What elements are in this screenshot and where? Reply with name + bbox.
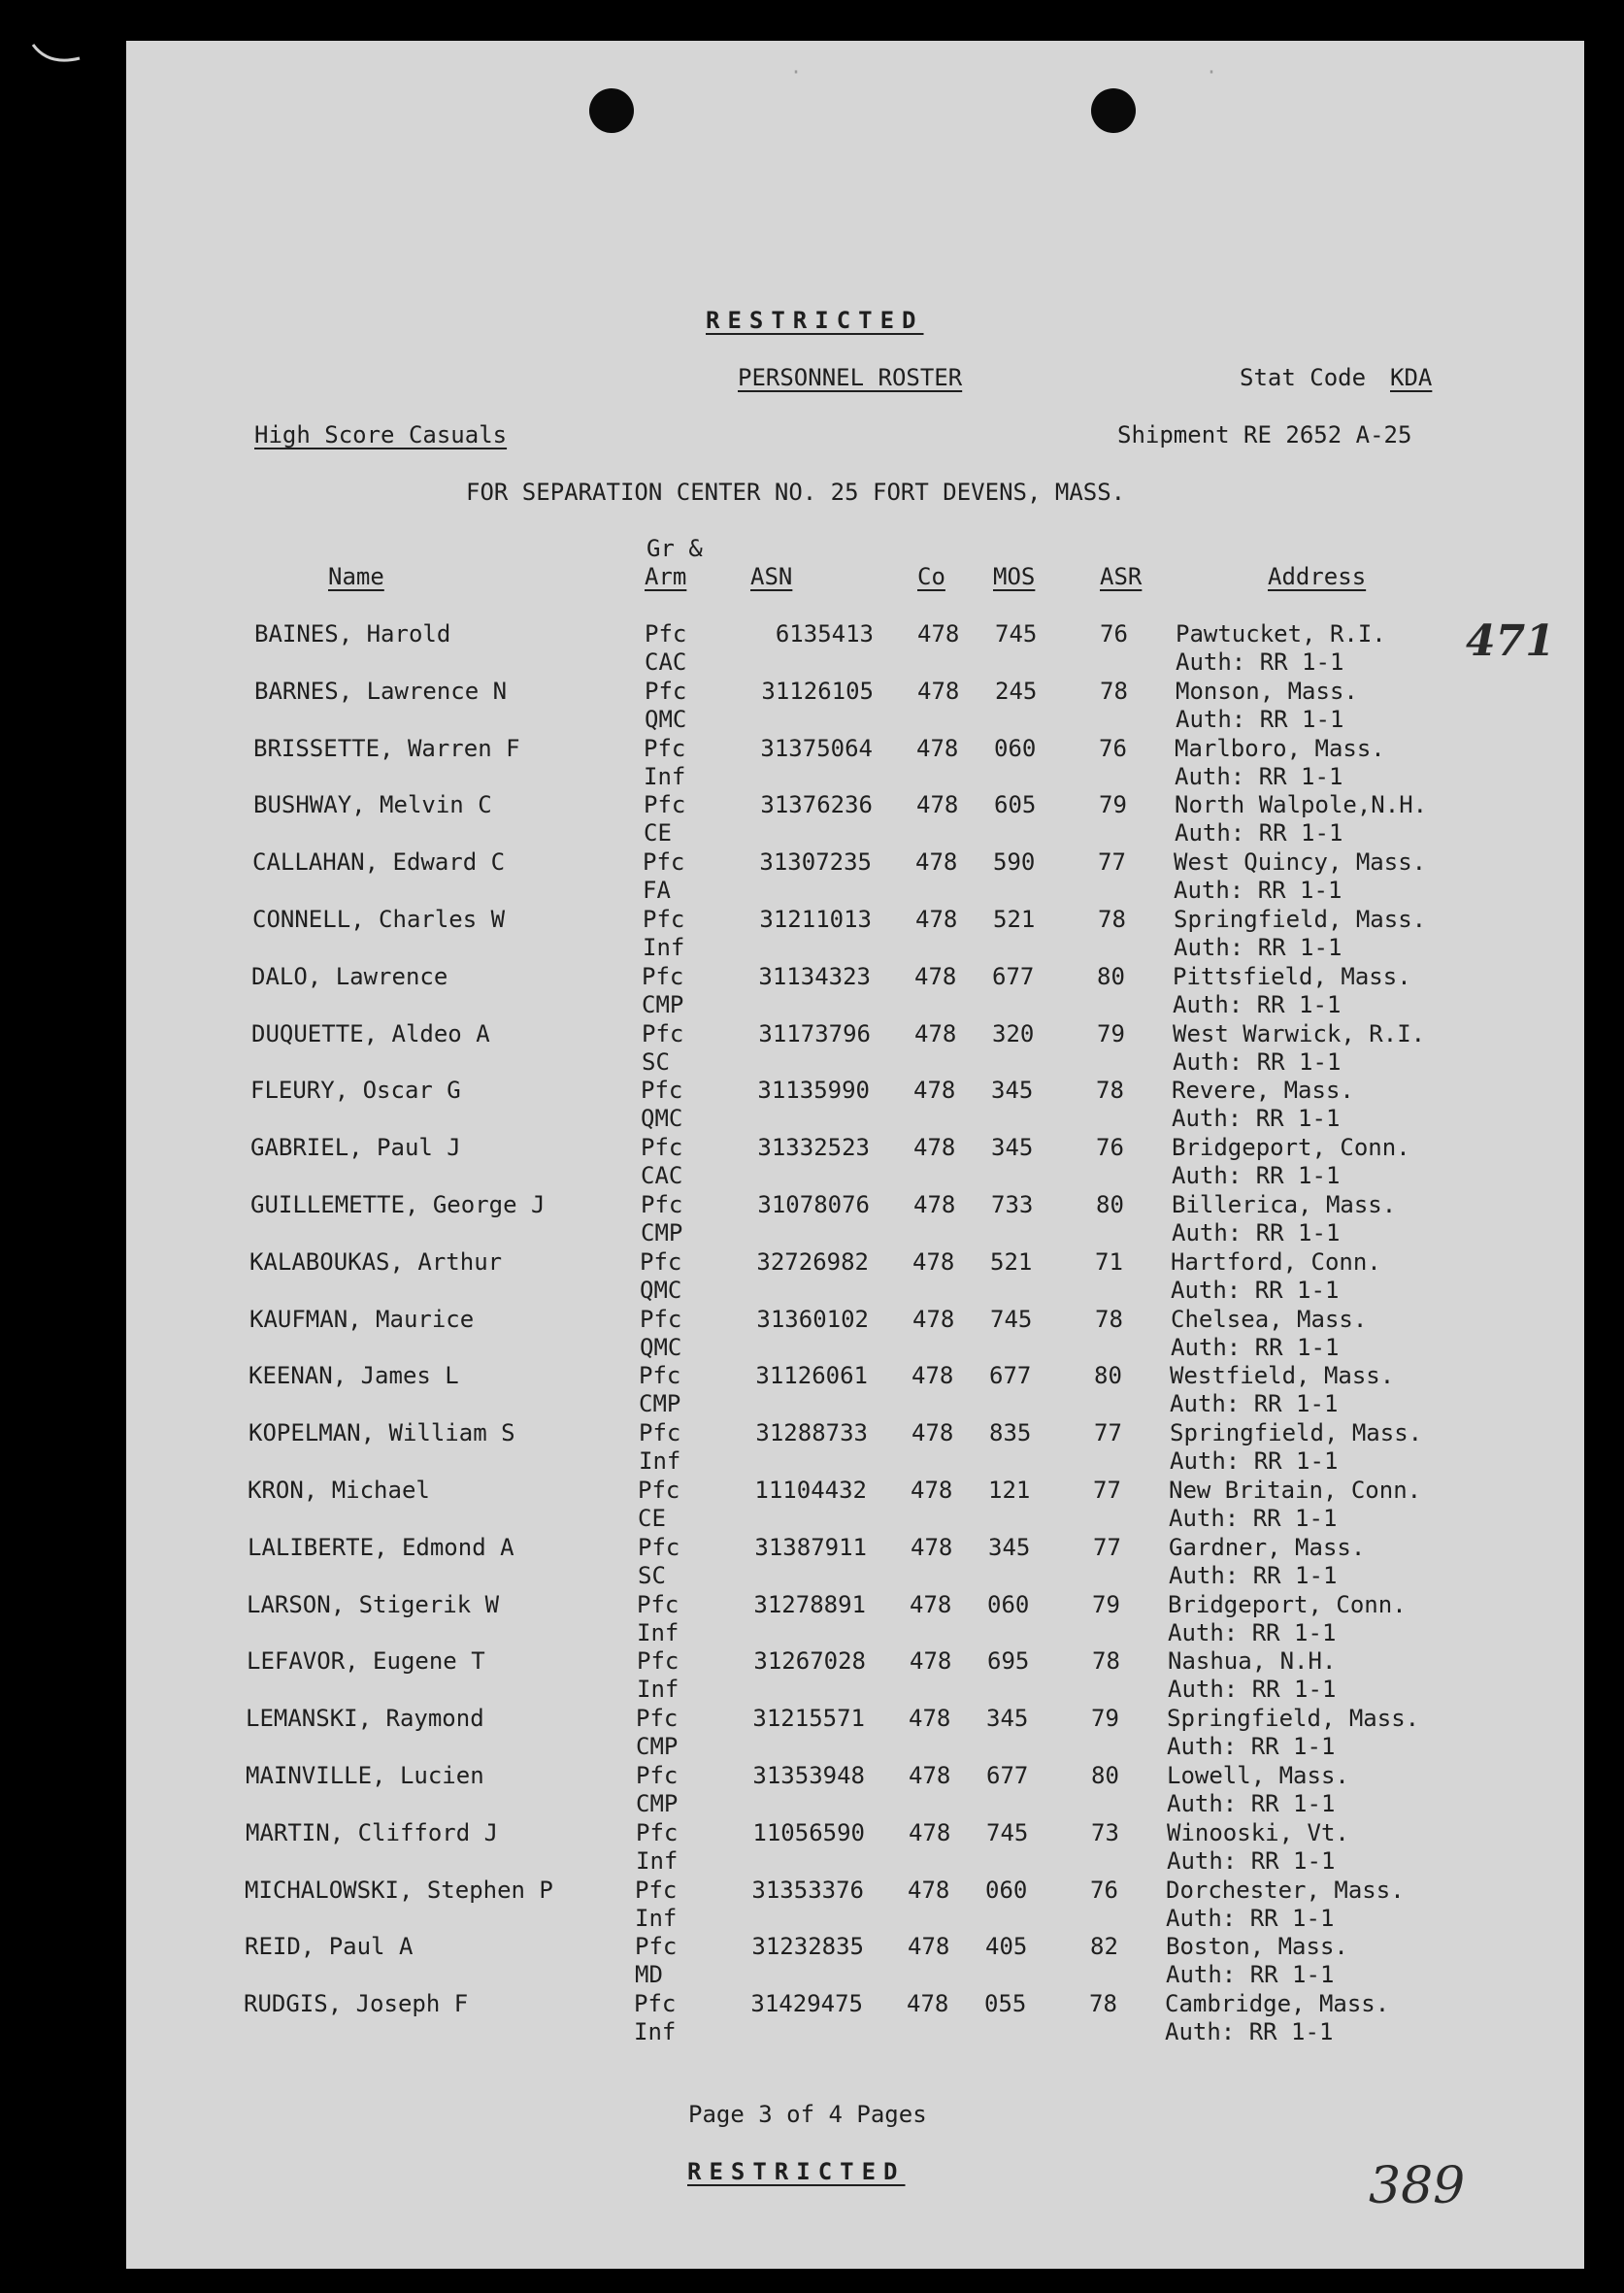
row-name: LARSON, Stigerik W (247, 1591, 500, 1618)
row-asr: 77 (1093, 1534, 1121, 1561)
row-co: 478 (908, 1933, 950, 1960)
row-asn: 31211013 (759, 906, 872, 933)
row-mos: 733 (991, 1191, 1034, 1218)
row-grade: Pfc (642, 963, 684, 990)
row-name: MICHALOWSKI, Stephen P (245, 1877, 553, 1904)
row-grade: Pfc (643, 906, 685, 933)
row-mos: 605 (994, 791, 1037, 818)
row-asr: 76 (1090, 1877, 1118, 1904)
row-auth: Auth: RR 1-1 (1166, 1905, 1335, 1932)
row-asr: 79 (1097, 1020, 1125, 1047)
row-name: KOPELMAN, William S (249, 1419, 515, 1446)
row-co: 478 (913, 1077, 956, 1104)
row-mos: 677 (992, 963, 1035, 990)
row-name: BRISSETTE, Warren F (253, 735, 520, 762)
row-auth: Auth: RR 1-1 (1176, 648, 1344, 676)
row-name: MAINVILLE, Lucien (246, 1762, 484, 1789)
row-grade: Pfc (640, 1248, 682, 1276)
row-name: CONNELL, Charles W (252, 906, 506, 933)
row-asr: 76 (1099, 735, 1127, 762)
row-mos: 835 (989, 1419, 1032, 1446)
row-mos: 345 (991, 1077, 1034, 1104)
row-asr: 77 (1094, 1419, 1122, 1446)
row-co: 478 (911, 1362, 954, 1389)
row-co: 478 (915, 848, 958, 876)
row-co: 478 (911, 1477, 953, 1504)
row-auth: Auth: RR 1-1 (1175, 763, 1343, 790)
punch-hole-left (589, 88, 634, 133)
row-mos: 745 (995, 620, 1038, 648)
row-mos: 521 (993, 906, 1036, 933)
row-grade: Pfc (639, 1362, 681, 1389)
row-co: 478 (913, 1134, 956, 1161)
row-address: Hartford, Conn. (1171, 1248, 1381, 1276)
table-row (0, 1419, 1624, 1476)
row-name: FLEURY, Oscar G (250, 1077, 461, 1104)
row-address: North Walpole,N.H. (1175, 791, 1428, 818)
row-grade: Pfc (636, 1762, 679, 1789)
row-mos: 121 (988, 1477, 1031, 1504)
row-mos: 320 (992, 1020, 1035, 1047)
row-asn: 31135990 (757, 1077, 870, 1104)
row-arm: CAC (645, 648, 687, 676)
row-asr: 79 (1091, 1705, 1119, 1732)
row-mos: 055 (984, 1990, 1027, 2017)
row-name: GUILLEMETTE, George J (250, 1191, 546, 1218)
scan-artifact (29, 39, 87, 68)
row-co: 478 (909, 1762, 951, 1789)
table-row (0, 1477, 1624, 1533)
row-address: West Quincy, Mass. (1174, 848, 1427, 876)
row-name: LALIBERTE, Edmond A (248, 1534, 514, 1561)
row-mos: 405 (985, 1933, 1028, 1960)
row-asn: 31134323 (758, 963, 871, 990)
row-asn: 11056590 (752, 1819, 865, 1846)
row-asr: 78 (1095, 1306, 1123, 1333)
row-grade: Pfc (634, 1990, 677, 2017)
row-asr: 80 (1097, 963, 1125, 990)
row-grade: Pfc (640, 1306, 682, 1333)
row-auth: Auth: RR 1-1 (1167, 1847, 1336, 1875)
row-address: Westfield, Mass. (1170, 1362, 1395, 1389)
row-co: 478 (911, 1419, 954, 1446)
row-grade: Pfc (636, 1819, 679, 1846)
row-arm: Inf (639, 1447, 681, 1475)
table-row (0, 1819, 1624, 1876)
row-address: New Britain, Conn. (1169, 1477, 1422, 1504)
table-row (0, 1990, 1624, 2046)
row-mos: 245 (995, 678, 1038, 705)
row-co: 478 (908, 1877, 950, 1904)
row-arm: QMC (640, 1277, 682, 1304)
table-row (0, 1191, 1624, 1247)
row-address: Bridgeport, Conn. (1168, 1591, 1407, 1618)
row-name: BARNES, Lawrence N (254, 678, 508, 705)
table-row (0, 848, 1624, 905)
row-name: KAUFMAN, Maurice (249, 1306, 475, 1333)
paper-speck: · (1206, 60, 1218, 83)
row-name: KEENAN, James L (249, 1362, 459, 1389)
table-row (0, 1248, 1624, 1305)
row-grade: Pfc (644, 735, 686, 762)
row-grade: Pfc (644, 791, 686, 818)
row-asr: 76 (1100, 620, 1128, 648)
table-row (0, 1591, 1624, 1647)
row-co: 478 (914, 1020, 957, 1047)
row-mos: 345 (988, 1534, 1031, 1561)
row-asr: 80 (1094, 1362, 1122, 1389)
row-address: Cambridge, Mass. (1165, 1990, 1390, 2017)
row-mos: 745 (986, 1819, 1029, 1846)
row-name: BAINES, Harold (254, 620, 451, 648)
row-mos: 521 (990, 1248, 1033, 1276)
row-arm: CMP (636, 1790, 679, 1817)
row-grade: Pfc (638, 1477, 680, 1504)
row-asr: 82 (1090, 1933, 1118, 1960)
table-row (0, 1306, 1624, 1362)
table-row (0, 1705, 1624, 1761)
row-grade: Pfc (643, 848, 685, 876)
row-mos: 060 (994, 735, 1037, 762)
table-row (0, 791, 1624, 847)
row-co: 478 (916, 791, 959, 818)
row-name: GABRIEL, Paul J (250, 1134, 461, 1161)
row-auth: Auth: RR 1-1 (1171, 1277, 1340, 1304)
column-header-name: Name (328, 563, 384, 590)
row-address: Revere, Mass. (1172, 1077, 1354, 1104)
row-co: 478 (909, 1819, 951, 1846)
row-grade: Pfc (642, 1020, 684, 1047)
row-name: KRON, Michael (248, 1477, 430, 1504)
row-asr: 73 (1091, 1819, 1119, 1846)
column-header-asr: ASR (1100, 563, 1143, 590)
shipment-label: Shipment RE 2652 A-25 (1117, 421, 1412, 449)
row-asn: 31360102 (756, 1306, 869, 1333)
row-co: 478 (916, 735, 959, 762)
row-auth: Auth: RR 1-1 (1176, 706, 1344, 733)
column-header-grade: Gr & (646, 535, 703, 562)
punch-hole-right (1091, 88, 1136, 133)
row-address: Winooski, Vt. (1167, 1819, 1349, 1846)
row-asr: 77 (1093, 1477, 1121, 1504)
row-asr: 80 (1096, 1191, 1124, 1218)
column-header-co: Co (917, 563, 945, 590)
row-asr: 71 (1095, 1248, 1123, 1276)
row-address: Springfield, Mass. (1170, 1419, 1423, 1446)
row-address: Bridgeport, Conn. (1172, 1134, 1410, 1161)
row-co: 478 (909, 1705, 951, 1732)
row-co: 478 (907, 1990, 949, 2017)
table-row (0, 1362, 1624, 1418)
row-address: Lowell, Mass. (1167, 1762, 1349, 1789)
row-mos: 060 (987, 1591, 1030, 1618)
row-grade: Pfc (635, 1933, 678, 1960)
row-address: Chelsea, Mass. (1171, 1306, 1368, 1333)
row-auth: Auth: RR 1-1 (1172, 1162, 1341, 1189)
row-asn: 31376236 (760, 791, 873, 818)
row-asr: 78 (1100, 678, 1128, 705)
row-mos: 677 (989, 1362, 1032, 1389)
restricted-bottom: RESTRICTED (687, 2158, 906, 2185)
row-asr: 77 (1098, 848, 1126, 876)
row-address: Springfield, Mass. (1167, 1705, 1420, 1732)
row-asn: 31126061 (755, 1362, 868, 1389)
row-asn: 31288733 (755, 1419, 868, 1446)
row-auth: Auth: RR 1-1 (1168, 1619, 1337, 1646)
row-asn: 31332523 (757, 1134, 870, 1161)
row-address: Boston, Mass. (1166, 1933, 1348, 1960)
row-name: RUDGIS, Joseph F (244, 1990, 469, 2017)
table-row (0, 1534, 1624, 1590)
row-mos: 590 (993, 848, 1036, 876)
table-row (0, 1134, 1624, 1190)
row-address: Dorchester, Mass. (1166, 1877, 1405, 1904)
row-address: Marlboro, Mass. (1175, 735, 1385, 762)
table-row (0, 906, 1624, 962)
table-row (0, 1020, 1624, 1077)
row-address: Gardner, Mass. (1169, 1534, 1366, 1561)
row-address: Pawtucket, R.I. (1176, 620, 1386, 648)
row-mos: 745 (990, 1306, 1033, 1333)
row-address: Springfield, Mass. (1174, 906, 1427, 933)
row-co: 478 (915, 906, 958, 933)
row-co: 478 (912, 1306, 955, 1333)
row-auth: Auth: RR 1-1 (1165, 2018, 1334, 2045)
row-arm: Inf (637, 1619, 679, 1646)
row-asn: 11104432 (754, 1477, 867, 1504)
row-grade: Pfc (635, 1877, 678, 1904)
row-arm: CAC (641, 1162, 683, 1189)
row-name: CALLAHAN, Edward C (252, 848, 506, 876)
row-co: 478 (911, 1534, 953, 1561)
row-auth: Auth: RR 1-1 (1167, 1790, 1336, 1817)
restricted-top: RESTRICTED (706, 307, 924, 334)
row-arm: CE (644, 819, 672, 847)
row-arm: SC (642, 1048, 670, 1076)
row-co: 478 (914, 963, 957, 990)
row-auth: Auth: RR 1-1 (1170, 1390, 1339, 1417)
row-asn: 31353948 (752, 1762, 865, 1789)
table-row (0, 963, 1624, 1019)
row-asr: 76 (1096, 1134, 1124, 1161)
row-name: KALABOUKAS, Arthur (249, 1248, 503, 1276)
row-address: Pittsfield, Mass. (1173, 963, 1411, 990)
row-arm: Inf (643, 934, 685, 961)
row-arm: Inf (634, 2018, 677, 2045)
row-auth: Auth: RR 1-1 (1175, 819, 1343, 847)
row-asn: 31278891 (753, 1591, 866, 1618)
row-asn: 31173796 (758, 1020, 871, 1047)
row-arm: CMP (641, 1219, 683, 1246)
row-co: 478 (912, 1248, 955, 1276)
row-asr: 79 (1092, 1591, 1120, 1618)
row-auth: Auth: RR 1-1 (1167, 1733, 1336, 1760)
row-co: 478 (917, 620, 960, 648)
row-auth: Auth: RR 1-1 (1172, 1105, 1341, 1132)
row-arm: QMC (641, 1105, 683, 1132)
row-auth: Auth: RR 1-1 (1166, 1961, 1335, 1988)
row-grade: Pfc (641, 1191, 683, 1218)
row-co: 478 (917, 678, 960, 705)
row-grade: Pfc (645, 678, 687, 705)
row-asr: 78 (1089, 1990, 1117, 2017)
row-arm: Inf (637, 1676, 679, 1703)
row-auth: Auth: RR 1-1 (1174, 934, 1342, 961)
row-asn: 31353376 (751, 1877, 864, 1904)
row-address: Nashua, N.H. (1168, 1647, 1337, 1675)
row-grade: Pfc (641, 1134, 683, 1161)
column-header-mos: MOS (993, 563, 1036, 590)
row-asr: 80 (1091, 1762, 1119, 1789)
table-row (0, 1647, 1624, 1704)
row-arm: CMP (636, 1733, 679, 1760)
roster-subtitle: FOR SEPARATION CENTER NO. 25 FORT DEVENS, MASS. (466, 479, 1126, 506)
row-grade: Pfc (639, 1419, 681, 1446)
handwritten-margin-number: 471 (1466, 616, 1555, 666)
row-asn: 32726982 (756, 1248, 869, 1276)
row-name: BUSHWAY, Melvin C (253, 791, 492, 818)
row-mos: 060 (985, 1877, 1028, 1904)
row-asn: 31387911 (754, 1534, 867, 1561)
row-asn: 31307235 (759, 848, 872, 876)
table-row (0, 1762, 1624, 1818)
row-arm: FA (643, 877, 671, 904)
row-mos: 677 (986, 1762, 1029, 1789)
row-name: REID, Paul A (245, 1933, 414, 1960)
row-arm: QMC (640, 1334, 682, 1361)
row-grade: Pfc (637, 1647, 679, 1675)
row-auth: Auth: RR 1-1 (1168, 1676, 1337, 1703)
row-address: West Warwick, R.I. (1173, 1020, 1426, 1047)
row-arm: Inf (644, 763, 686, 790)
row-asn: 6135413 (775, 620, 874, 648)
row-mos: 345 (986, 1705, 1029, 1732)
row-name: DUQUETTE, Aldeo A (251, 1020, 490, 1047)
row-name: LEFAVOR, Eugene T (247, 1647, 485, 1675)
row-name: LEMANSKI, Raymond (246, 1705, 484, 1732)
row-arm: Inf (636, 1847, 679, 1875)
table-row (0, 735, 1624, 791)
row-asr: 79 (1099, 791, 1127, 818)
column-header-address: Address (1268, 563, 1367, 590)
row-arm: MD (635, 1961, 663, 1988)
row-co: 478 (913, 1191, 956, 1218)
row-asr: 78 (1092, 1647, 1120, 1675)
table-row (0, 1933, 1624, 1989)
paper-speck: · (790, 60, 803, 83)
row-arm: CE (638, 1505, 666, 1532)
row-arm: CMP (639, 1390, 681, 1417)
row-co: 478 (910, 1591, 952, 1618)
row-mos: 695 (987, 1647, 1030, 1675)
row-auth: Auth: RR 1-1 (1169, 1505, 1338, 1532)
row-grade: Pfc (645, 620, 687, 648)
row-asn: 31429475 (750, 1990, 863, 2017)
row-auth: Auth: RR 1-1 (1171, 1334, 1340, 1361)
table-row (0, 1877, 1624, 1933)
row-asn: 31215571 (752, 1705, 865, 1732)
table-row (0, 678, 1624, 734)
stat-code-value: KDA (1390, 364, 1433, 391)
row-asn: 31126105 (761, 678, 874, 705)
row-auth: Auth: RR 1-1 (1174, 877, 1342, 904)
row-auth: Auth: RR 1-1 (1172, 1219, 1341, 1246)
row-auth: Auth: RR 1-1 (1173, 1048, 1342, 1076)
row-arm: Inf (635, 1905, 678, 1932)
row-asr: 78 (1098, 906, 1126, 933)
row-auth: Auth: RR 1-1 (1169, 1562, 1338, 1589)
row-asn: 31375064 (760, 735, 873, 762)
row-address: Billerica, Mass. (1172, 1191, 1397, 1218)
row-arm: SC (638, 1562, 666, 1589)
row-address: Monson, Mass. (1176, 678, 1358, 705)
row-name: DALO, Lawrence (251, 963, 448, 990)
row-mos: 345 (991, 1134, 1034, 1161)
row-co: 478 (910, 1647, 952, 1675)
row-name: MARTIN, Clifford J (246, 1819, 499, 1846)
row-asn: 31232835 (751, 1933, 864, 1960)
row-grade: Pfc (638, 1534, 680, 1561)
row-arm: CMP (642, 991, 684, 1018)
row-auth: Auth: RR 1-1 (1173, 991, 1342, 1018)
row-grade: Pfc (641, 1077, 683, 1104)
group-label: High Score Casuals (254, 421, 508, 449)
row-asn: 31078076 (757, 1191, 870, 1218)
table-row (0, 1077, 1624, 1133)
row-arm: QMC (645, 706, 687, 733)
table-row (0, 620, 1624, 677)
row-grade: Pfc (636, 1705, 679, 1732)
row-grade: Pfc (637, 1591, 679, 1618)
roster-title: PERSONNEL ROSTER (738, 364, 963, 391)
column-header-asn: ASN (750, 563, 793, 590)
column-header-arm: Arm (645, 563, 687, 590)
row-asn: 31267028 (753, 1647, 866, 1675)
stat-code-label: Stat Code (1240, 364, 1367, 391)
handwritten-page-number: 389 (1369, 2157, 1466, 2215)
page-indicator: Page 3 of 4 Pages (688, 2101, 927, 2128)
row-asr: 78 (1096, 1077, 1124, 1104)
row-auth: Auth: RR 1-1 (1170, 1447, 1339, 1475)
